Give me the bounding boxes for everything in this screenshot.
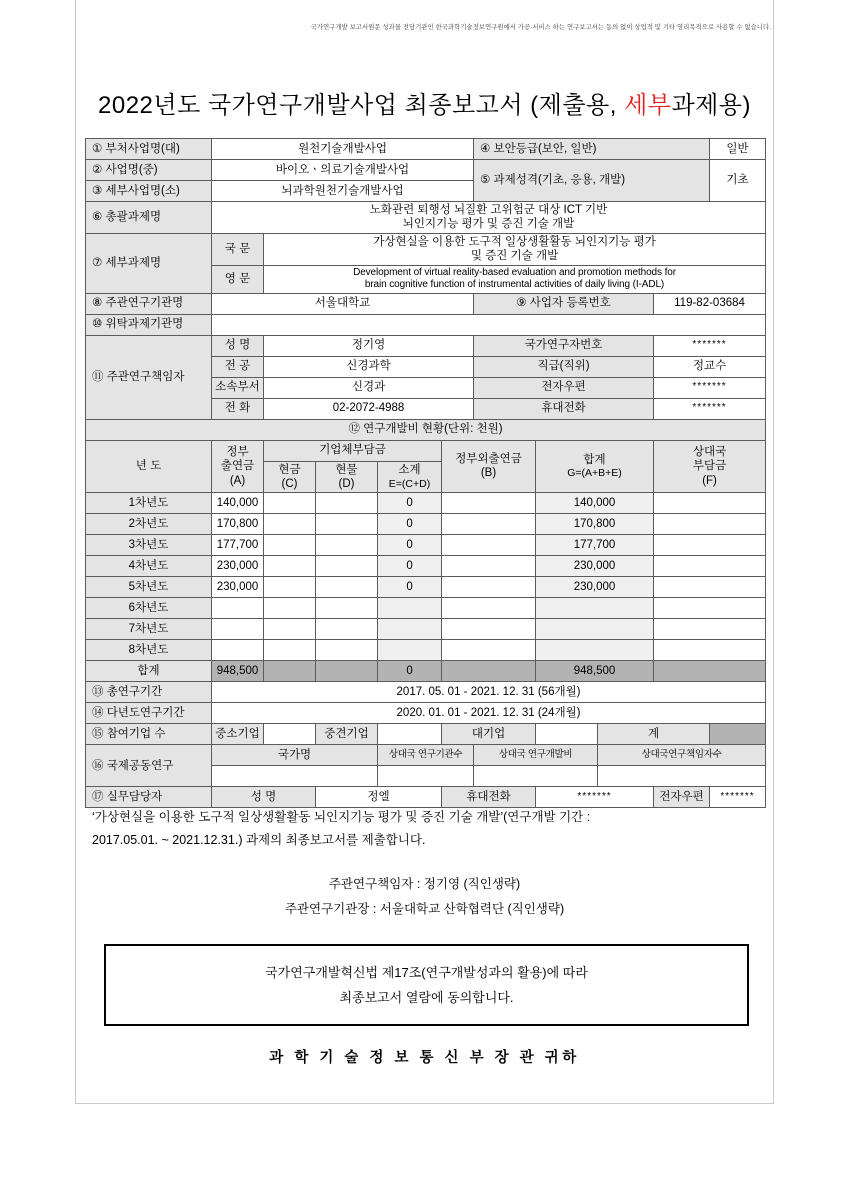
- field-label-contact-person: ⑰ 실무담당자: [86, 787, 212, 808]
- funding-cell-total: 140,000: [536, 493, 654, 514]
- copyright-notice: 국가연구개발 보고서원문 성과물 전담기관인 한국과학기술정보연구원에서 가공·서비스 하는 연구보고서는 동의 없이 상업적 및 기타 영리목적으로 사용할 수 없습니다.: [310, 24, 771, 31]
- funding-header-company-group: 기업체부담금: [264, 440, 442, 461]
- funding-header-cash: [264, 461, 316, 493]
- funding-cell-gov: [212, 619, 264, 640]
- company-total-label: 계: [598, 724, 710, 745]
- field-value-business-number: 119-82-03684: [654, 293, 766, 314]
- intl-budget-value: [474, 766, 598, 787]
- table-row: [86, 139, 766, 160]
- english-title-line1: Development of virtual reality-based evaluation and promotion methods for: [353, 266, 676, 278]
- pi-email-value: *******: [654, 377, 766, 398]
- funding-cell-foreign: [654, 598, 766, 619]
- midsize-value: [378, 724, 442, 745]
- funding-cell-foreign: [654, 556, 766, 577]
- funding-cell-subtotal: 0: [378, 493, 442, 514]
- overall-project-line1: 노화관련 퇴행성 뇌질환 고위험군 대상 ICT 기반: [369, 204, 608, 216]
- title-highlight: 세부: [624, 92, 672, 119]
- field-value-entrusted-institution: [212, 314, 766, 335]
- funding-header-nongov: [442, 440, 536, 493]
- funding-cell-inkind: [316, 640, 378, 661]
- report-cover-table: [85, 138, 766, 808]
- overall-project-line2: 뇌인지기능 평가 및 증진 기술 개발: [402, 218, 575, 231]
- funding-cell-cash: [264, 661, 316, 682]
- field-value-overall-project: [212, 202, 766, 234]
- funding-cell-gov: 230,000: [212, 577, 264, 598]
- field-value-total-period: 2017. 05. 01 - 2021. 12. 31 (56개월): [212, 682, 766, 703]
- funding-cell-gov: [212, 640, 264, 661]
- field-label-total-period: ⑬ 총연구기간: [86, 682, 212, 703]
- intl-institutions-value: [378, 766, 474, 787]
- pi-name-value: 정기영: [264, 335, 474, 356]
- table-row: [86, 293, 766, 314]
- funding-cell-inkind: [316, 493, 378, 514]
- field-value-program-small: 뇌과학원천기술개발사업: [212, 181, 474, 202]
- funding-cell-gov: 948,500: [212, 661, 264, 682]
- funding-header-government: [212, 440, 264, 493]
- funding-cell-total: 177,700: [536, 535, 654, 556]
- pi-email-label: 전자우편: [474, 377, 654, 398]
- nongov-line1: 정부외출연금: [455, 453, 522, 465]
- pi-department-value: 신경과: [264, 377, 474, 398]
- intl-pi-count-label: 상대국연구책임자수: [598, 745, 766, 766]
- funding-cell-cash: [264, 619, 316, 640]
- pi-researcher-id-value: *******: [654, 335, 766, 356]
- sme-label: 중소기업: [212, 724, 264, 745]
- field-label-sub-project: ⑦ 세부과제명: [86, 233, 212, 293]
- total-line2: G=(A+B+E): [567, 467, 622, 479]
- funding-header-year: 년 도: [86, 440, 212, 493]
- pi-rank-label: 직급(직위): [474, 356, 654, 377]
- funding-cell-cash: [264, 640, 316, 661]
- table-row: [86, 233, 766, 265]
- field-label-program-mid: ② 사업명(중): [86, 160, 212, 181]
- funding-cell-cash: [264, 556, 316, 577]
- table-row: [86, 314, 766, 335]
- inkind-line2: (D): [338, 477, 355, 490]
- funding-cell-inkind: [316, 619, 378, 640]
- funding-cell-inkind: [316, 556, 378, 577]
- sme-value: [264, 724, 316, 745]
- funding-cell-foreign: [654, 514, 766, 535]
- cash-line1: 현금: [278, 463, 301, 476]
- field-value-english-title: [264, 265, 766, 293]
- foreign-line1: 상대국: [692, 445, 727, 458]
- signature-pi: 주관연구책임자 : 정기영 (직인생략): [328, 877, 521, 891]
- table-row: [86, 556, 766, 577]
- funding-row-year: 6차년도: [86, 598, 212, 619]
- funding-cell-gov: 170,800: [212, 514, 264, 535]
- english-title-line2: brain cognitive function of instrumental activities of daily living (I-ADL): [364, 279, 665, 290]
- funding-cell-inkind: [316, 598, 378, 619]
- funding-cell-nongov: [442, 514, 536, 535]
- table-row: [86, 724, 766, 745]
- gov-line1: 정부: [226, 445, 249, 458]
- contact-mobile-label: 휴대전화: [442, 787, 536, 808]
- field-label-english: 영 문: [212, 265, 264, 293]
- field-label-participating-companies: ⑮ 참여기업 수: [86, 724, 212, 745]
- midsize-label: 중견기업: [316, 724, 378, 745]
- consent-line1: 국가연구개발혁신법 제17조(연구개발성과의 활용)에 따라: [265, 964, 588, 980]
- funding-cell-nongov: [442, 619, 536, 640]
- gov-line2: 출연금: [220, 460, 255, 473]
- table-row: [86, 335, 766, 356]
- funding-row-year: 합계: [86, 661, 212, 682]
- total-line1: 합계: [583, 453, 606, 466]
- field-label-program-small: ③ 세부사업명(소): [86, 181, 212, 202]
- funding-row-year: 2차년도: [86, 514, 212, 535]
- title-part2: 과제용): [671, 92, 751, 119]
- funding-cell-total: 170,800: [536, 514, 654, 535]
- funding-cell-foreign: [654, 640, 766, 661]
- pi-phone-label: 전 화: [212, 398, 264, 419]
- table-row: [86, 745, 766, 766]
- intl-budget-label: 상대국 연구개발비: [474, 745, 598, 766]
- field-label-multiyear-period: ⑭ 다년도연구기간: [86, 703, 212, 724]
- contact-email-value: *******: [710, 787, 766, 808]
- field-value-security-level: 일반: [710, 139, 766, 160]
- funding-table-title: ⑫ 연구개발비 현황(단위: 천원): [86, 419, 766, 440]
- field-value-project-nature: 기초: [710, 160, 766, 202]
- consent-line2: 최종보고서 열람에 동의합니다.: [339, 990, 514, 1005]
- consent-box: [104, 944, 749, 1026]
- table-row: [86, 514, 766, 535]
- funding-cell-nongov: [442, 640, 536, 661]
- contact-name-label: 성 명: [212, 787, 316, 808]
- table-row: [86, 703, 766, 724]
- funding-cell-nongov: [442, 493, 536, 514]
- pi-department-label: 소속부서: [212, 377, 264, 398]
- cash-line2: (C): [281, 477, 298, 490]
- large-value: [536, 724, 598, 745]
- funding-cell-foreign: [654, 619, 766, 640]
- contact-mobile-value: *******: [536, 787, 654, 808]
- funding-cell-subtotal: 0: [378, 661, 442, 682]
- funding-cell-gov: 230,000: [212, 556, 264, 577]
- funding-cell-subtotal: 0: [378, 577, 442, 598]
- funding-cell-cash: [264, 577, 316, 598]
- field-label-international-research: ⑯ 국제공동연구: [86, 745, 212, 787]
- funding-row-year: 7차년도: [86, 619, 212, 640]
- funding-cell-subtotal: 0: [378, 556, 442, 577]
- funding-row-year: 5차년도: [86, 577, 212, 598]
- funding-cell-total: 230,000: [536, 556, 654, 577]
- funding-row-year: 3차년도: [86, 535, 212, 556]
- table-row-total: [86, 661, 766, 682]
- pi-researcher-id-label: 국가연구자번호: [474, 335, 654, 356]
- funding-cell-total: [536, 598, 654, 619]
- funding-cell-nongov: [442, 661, 536, 682]
- field-label-project-nature: ⑤ 과제성격(기초, 응용, 개발): [474, 160, 710, 202]
- field-label-overall-project: ⑥ 총괄과제명: [86, 202, 212, 234]
- funding-cell-nongov: [442, 556, 536, 577]
- table-row: [86, 440, 766, 461]
- funding-cell-inkind: [316, 661, 378, 682]
- declaration-line2: 2017.05.01. ~ 2021.12.31.) 과제의 최종보고서를 제출합니다.: [92, 833, 426, 848]
- intl-country-value: [212, 766, 378, 787]
- signature-institution: 주관연구기관장 : 서울대학교 산학협력단 (직인생략): [284, 902, 565, 916]
- table-row: [86, 577, 766, 598]
- table-row: [86, 787, 766, 808]
- funding-cell-subtotal: [378, 640, 442, 661]
- table-row: [86, 598, 766, 619]
- funding-cell-inkind: [316, 577, 378, 598]
- funding-cell-cash: [264, 598, 316, 619]
- funding-cell-cash: [264, 493, 316, 514]
- field-label-ministry-program: ① 부처사업명(대): [86, 139, 212, 160]
- korean-title-line2: 및 증진 기술 개발: [470, 250, 559, 263]
- addressee-line: 과 학 기 술 정 보 통 신 부 장 관 귀하: [269, 1050, 580, 1066]
- pi-major-label: 전 공: [212, 356, 264, 377]
- funding-header-inkind: [316, 461, 378, 493]
- intl-pi-count-value: [598, 766, 766, 787]
- korean-title-line1: 가상현실을 이용한 도구적 일상생활활동 뇌인지기능 평가: [373, 235, 656, 248]
- table-row: [86, 160, 766, 181]
- field-label-business-number: ⑨ 사업자 등록번호: [474, 293, 654, 314]
- funding-cell-gov: 140,000: [212, 493, 264, 514]
- field-value-multiyear-period: 2020. 01. 01 - 2021. 12. 31 (24개월): [212, 703, 766, 724]
- funding-cell-foreign: [654, 661, 766, 682]
- funding-cell-gov: [212, 598, 264, 619]
- funding-cell-nongov: [442, 598, 536, 619]
- funding-cell-cash: [264, 514, 316, 535]
- funding-cell-cash: [264, 535, 316, 556]
- foreign-line3: (F): [702, 474, 717, 487]
- field-label-korean: 국 문: [212, 233, 264, 265]
- field-label-principal-investigator: ⑪ 주관연구책임자: [86, 335, 212, 419]
- funding-cell-subtotal: [378, 619, 442, 640]
- field-value-korean-title: [264, 233, 766, 265]
- table-row: [86, 640, 766, 661]
- funding-cell-inkind: [316, 514, 378, 535]
- funding-header-subtotal: [378, 461, 442, 493]
- inkind-line1: 현물: [335, 463, 358, 476]
- funding-cell-total: [536, 640, 654, 661]
- funding-cell-gov: 177,700: [212, 535, 264, 556]
- field-label-host-institution: ⑧ 주관연구기관명: [86, 293, 212, 314]
- field-value-ministry-program: 원천기술개발사업: [212, 139, 474, 160]
- intl-country-label: 국가명: [212, 745, 378, 766]
- field-label-security-level: ④ 보안등급(보안, 일반): [474, 139, 710, 160]
- company-total-value: [710, 724, 766, 745]
- pi-major-value: 신경과학: [264, 356, 474, 377]
- pi-mobile-value: *******: [654, 398, 766, 419]
- funding-cell-total: 948,500: [536, 661, 654, 682]
- funding-cell-foreign: [654, 535, 766, 556]
- declaration-line1: ‘가상현실을 이용한 도구적 일상생활활동 뇌인지기능 평가 및 증진 기술 개발’(연구개발 기간 :: [92, 810, 591, 824]
- gov-line3: (A): [229, 474, 246, 487]
- submission-declaration: [92, 806, 758, 852]
- funding-cell-foreign: [654, 577, 766, 598]
- funding-cell-nongov: [442, 535, 536, 556]
- funding-cell-nongov: [442, 577, 536, 598]
- funding-header-foreign: [654, 440, 766, 493]
- funding-cell-inkind: [316, 535, 378, 556]
- funding-cell-subtotal: 0: [378, 514, 442, 535]
- pi-rank-value: 정교수: [654, 356, 766, 377]
- large-label: 대기업: [442, 724, 536, 745]
- title-part1: 2022년도 국가연구개발사업 최종보고서 (제출용,: [98, 92, 625, 119]
- pi-phone-value: 02-2072-4988: [264, 398, 474, 419]
- signature-block: [0, 872, 849, 922]
- funding-cell-total: 230,000: [536, 577, 654, 598]
- intl-institutions-label: 상대국 연구기관수: [378, 745, 474, 766]
- funding-cell-subtotal: 0: [378, 535, 442, 556]
- page-title: [0, 85, 849, 120]
- funding-row-year: 8차년도: [86, 640, 212, 661]
- table-row: [86, 682, 766, 703]
- pi-name-label: 성 명: [212, 335, 264, 356]
- subtotal-line1: 소계: [398, 464, 421, 477]
- funding-cell-subtotal: [378, 598, 442, 619]
- field-value-program-mid: 바이오ㆍ의료기술개발사업: [212, 160, 474, 181]
- funding-cell-total: [536, 619, 654, 640]
- field-value-host-institution: 서울대학교: [212, 293, 474, 314]
- table-row: [86, 202, 766, 234]
- field-label-entrusted-institution: ⑩ 위탁과제기관명: [86, 314, 212, 335]
- table-row: [86, 493, 766, 514]
- nongov-line2: (B): [480, 467, 497, 480]
- subtotal-line2: E=(C+D): [388, 477, 431, 490]
- funding-header-total: [536, 440, 654, 493]
- table-row: [86, 419, 766, 440]
- contact-name-value: 정엘: [316, 787, 442, 808]
- table-row: [86, 619, 766, 640]
- funding-row-year: 1차년도: [86, 493, 212, 514]
- funding-cell-foreign: [654, 493, 766, 514]
- foreign-line2: 부담금: [692, 460, 727, 473]
- funding-row-year: 4차년도: [86, 556, 212, 577]
- table-row: [86, 535, 766, 556]
- contact-email-label: 전자우편: [654, 787, 710, 808]
- pi-mobile-label: 휴대전화: [474, 398, 654, 419]
